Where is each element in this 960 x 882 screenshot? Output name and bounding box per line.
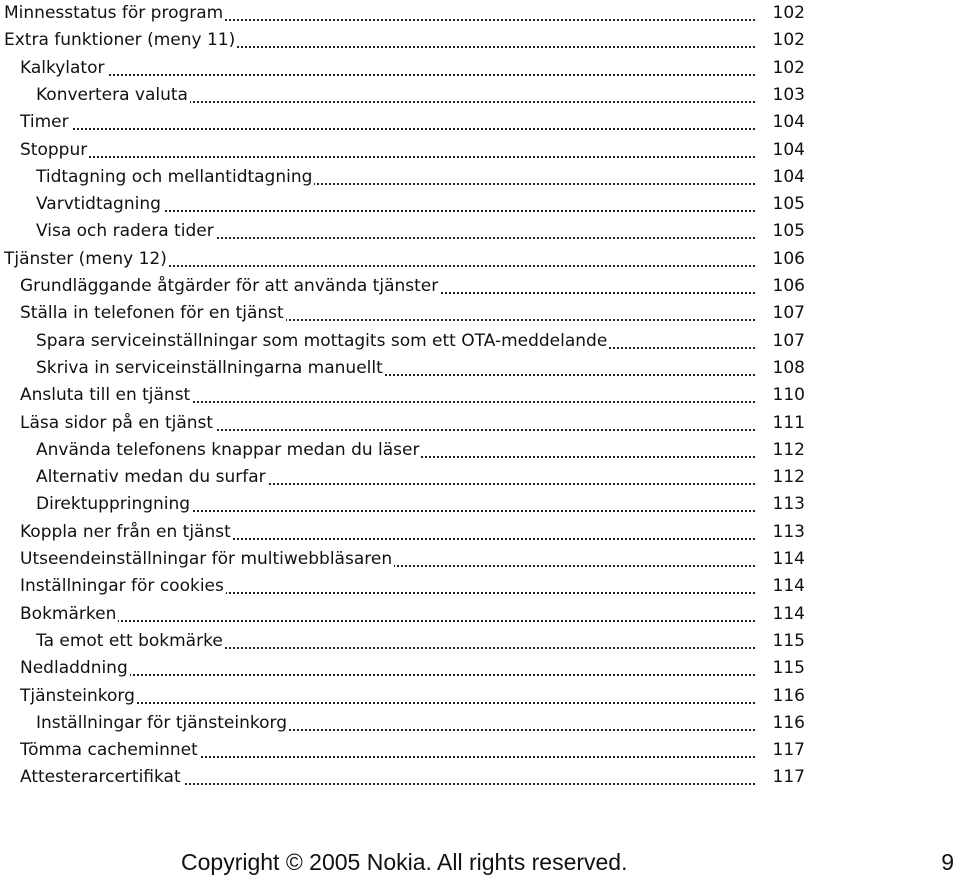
toc-entry-page: 105: [757, 191, 805, 218]
toc-entry-page: 103: [757, 82, 805, 109]
toc-entry-title: Skriva in serviceinställningarna manuellt: [36, 355, 385, 382]
toc-entry-title: Spara serviceinställningar som mottagits som ett OTA-meddelande: [36, 328, 609, 355]
toc-entry-title: Visa och radera tider: [36, 218, 216, 245]
toc-entry: [0, 437, 805, 464]
toc-entry-title: Koppla ner från en tjänst: [20, 519, 233, 546]
toc-entry-title: Attesterarcertifikat: [20, 764, 183, 791]
toc-entry-page: 106: [757, 246, 805, 273]
toc-entry-title: Grundläggande åtgärder för att använda tjänster: [20, 273, 440, 300]
toc-entry-page: 114: [757, 546, 805, 573]
toc-dot-leader: [20, 128, 755, 130]
page-footer: [0, 842, 960, 882]
toc-entry-page: 108: [757, 355, 805, 382]
toc-entry: [0, 546, 805, 573]
toc-entry-title: Kalkylator: [20, 55, 107, 82]
toc-entry-title: Direktuppringning: [36, 491, 192, 518]
toc-entry-title: Stoppur: [20, 137, 89, 164]
toc-entry-page: 112: [757, 437, 805, 464]
toc-entry-title: Ställa in telefonen för en tjänst: [20, 300, 286, 327]
toc-entry-title: Utseendeinställningar för multiwebbläsaren: [20, 546, 394, 573]
toc-entry: [0, 764, 805, 791]
toc-entry-page: 112: [757, 464, 805, 491]
toc-entry: [0, 218, 805, 245]
toc-entry-page: 105: [757, 218, 805, 245]
toc-entry-page: 113: [757, 519, 805, 546]
page-number: 9: [941, 849, 954, 875]
toc-entry-title: Bokmärken: [20, 601, 118, 628]
toc-entry: [0, 82, 805, 109]
toc-entry-page: 116: [757, 683, 805, 710]
toc-entry: [0, 0, 805, 27]
toc-entry: [0, 328, 805, 355]
toc-entry-page: 104: [757, 109, 805, 136]
toc-entry-page: 117: [757, 737, 805, 764]
toc-entry-title: Minnesstatus för program: [4, 0, 225, 27]
toc-entry-page: 114: [757, 601, 805, 628]
toc-entry-title: Tömma cacheminnet: [20, 737, 200, 764]
toc-entry: [0, 246, 805, 273]
toc-entry-page: 115: [757, 655, 805, 682]
toc-entry-title: Konvertera valuta: [36, 82, 190, 109]
toc-entry: [0, 573, 805, 600]
toc-entry: [0, 273, 805, 300]
toc-entry-title: Varvtidtagning: [36, 191, 163, 218]
toc-entry-title: Ansluta till en tjänst: [20, 382, 192, 409]
toc-entry-page: 117: [757, 764, 805, 791]
toc-entry-title: Nedladdning: [20, 655, 130, 682]
toc-entry: [0, 300, 805, 327]
toc-entry: [0, 191, 805, 218]
toc-entry-page: 110: [757, 382, 805, 409]
toc-entry-page: 107: [757, 300, 805, 327]
toc-entry: [0, 519, 805, 546]
toc-entry-page: 106: [757, 273, 805, 300]
toc-entry-page: 116: [757, 710, 805, 737]
toc-entry: [0, 628, 805, 655]
toc-entry-title: Inställningar för cookies: [20, 573, 226, 600]
toc-dot-leader: [20, 74, 755, 76]
toc-entry-page: 107: [757, 328, 805, 355]
toc-entry: [0, 382, 805, 409]
toc-entry-title: Ta emot ett bokmärke: [36, 628, 225, 655]
toc-entry-page: 104: [757, 164, 805, 191]
toc-dot-leader: [20, 674, 755, 676]
toc-entry-title: Tjänster (meny 12): [4, 246, 169, 273]
toc-entry: [0, 355, 805, 382]
toc-entry-page: 102: [757, 27, 805, 54]
toc-entry: [0, 655, 805, 682]
toc-entry-title: Alternativ medan du surfar: [36, 464, 268, 491]
toc-entry: [0, 491, 805, 518]
toc-entry-title: Timer: [20, 109, 71, 136]
copyright-notice: Copyright © 2005 Nokia. All rights reserved.: [181, 849, 628, 875]
toc-entry: [0, 109, 805, 136]
toc-entry: [0, 737, 805, 764]
toc-entry-title: Tjänsteinkorg: [20, 683, 137, 710]
toc-entry-page: 102: [757, 55, 805, 82]
toc-entry-title: Läsa sidor på en tjänst: [20, 410, 215, 437]
toc-entry: [0, 27, 805, 54]
toc-entry-title: Använda telefonens knappar medan du läser: [36, 437, 421, 464]
toc-entry: [0, 464, 805, 491]
toc-entry-page: 113: [757, 491, 805, 518]
toc-entry-page: 111: [757, 410, 805, 437]
toc-dot-leader: [20, 620, 755, 622]
toc-entry-title: Extra funktioner (meny 11): [4, 27, 237, 54]
toc-entry: [0, 55, 805, 82]
toc-entry: [0, 710, 805, 737]
toc-entry-page: 115: [757, 628, 805, 655]
toc-entry-page: 102: [757, 0, 805, 27]
toc-entry: [0, 683, 805, 710]
toc-entry: [0, 410, 805, 437]
toc-entry-page: 114: [757, 573, 805, 600]
toc-entry-title: Inställningar för tjänsteinkorg: [36, 710, 289, 737]
toc-entry: [0, 137, 805, 164]
toc-dot-leader: [20, 156, 755, 158]
toc-entry: [0, 601, 805, 628]
toc-entry: [0, 164, 805, 191]
toc-entry-title: Tidtagning och mellantidtagning: [36, 164, 314, 191]
toc-entry-page: 104: [757, 137, 805, 164]
